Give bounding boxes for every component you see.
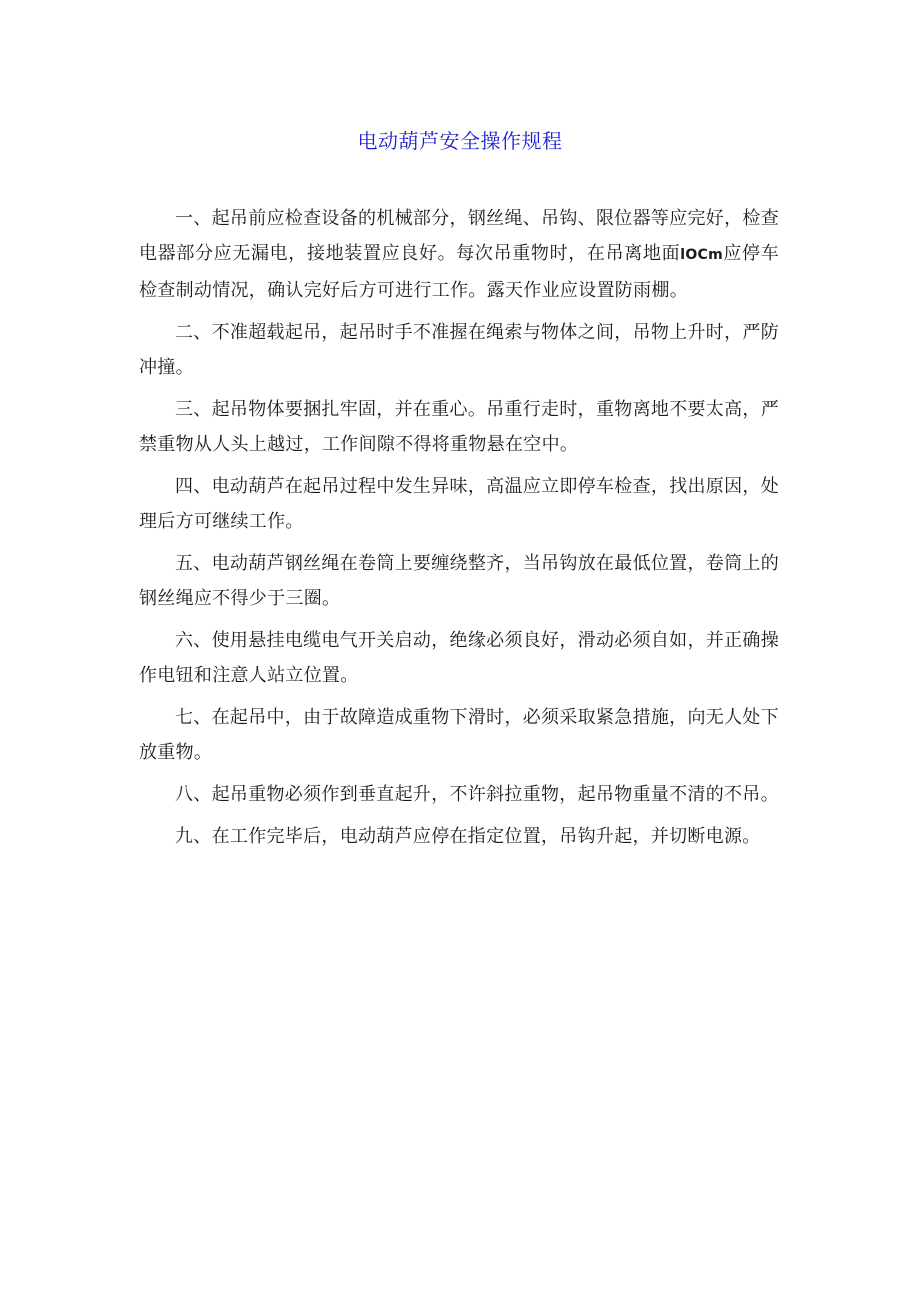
document-body xyxy=(139,201,779,861)
paragraph-1 xyxy=(139,201,779,308)
paragraph-2: 二、不准超载起吊，起吊时手不准握在绳索与物体之间，吊物上升时，严防冲撞。 xyxy=(139,322,779,378)
paragraph-6: 六、使用悬挂电缆电气开关启动，绝缘必须良好，滑动必须自如，并正确操作电钮和注意人站立位置。 xyxy=(139,630,779,686)
paragraph-8: 八、起吊重物必须作到垂直起升，不许斜拉重物，起吊物重量不清的不吊。 xyxy=(175,784,779,805)
paragraph-5: 五、电动葫芦钢丝绳在卷筒上要缠绕整齐，当吊钩放在最低位置，卷筒上的钢丝绳应不得少于三圈。 xyxy=(139,553,779,609)
paragraph-7: 七、在起吊中，由于故障造成重物下滑时，必须采取紧急措施，向无人处下放重物。 xyxy=(139,707,779,763)
paragraph-1-text-b: 应停车检查制动情况，确认完好后方可进行工作。露天作业应设置防雨棚。 xyxy=(139,243,779,301)
document-title: 电动葫芦安全操作规程 xyxy=(357,129,563,153)
paragraph-1-text-a: 一、起吊前应检查设备的机械部分，钢丝绳、吊钩、限位器等应完好，检查电器部分应无漏电，接地装置应良好。每次吊重物时，在吊离地面 xyxy=(139,208,779,264)
paragraph-9: 九、在工作完毕后，电动葫芦应停在指定位置，吊钩升起，并切断电源。 xyxy=(175,826,761,847)
paragraph-1-unit: lOCm xyxy=(680,247,723,263)
paragraph-3: 三、起吊物体要捆扎牢固，并在重心。吊重行走时，重物离地不要太高，严禁重物从人头上越过，工作间隙不得将重物悬在空中。 xyxy=(139,399,779,455)
paragraph-4: 四、电动葫芦在起吊过程中发生异味，高温应立即停车检查，找出原因，处理后方可继续工作。 xyxy=(139,476,779,532)
